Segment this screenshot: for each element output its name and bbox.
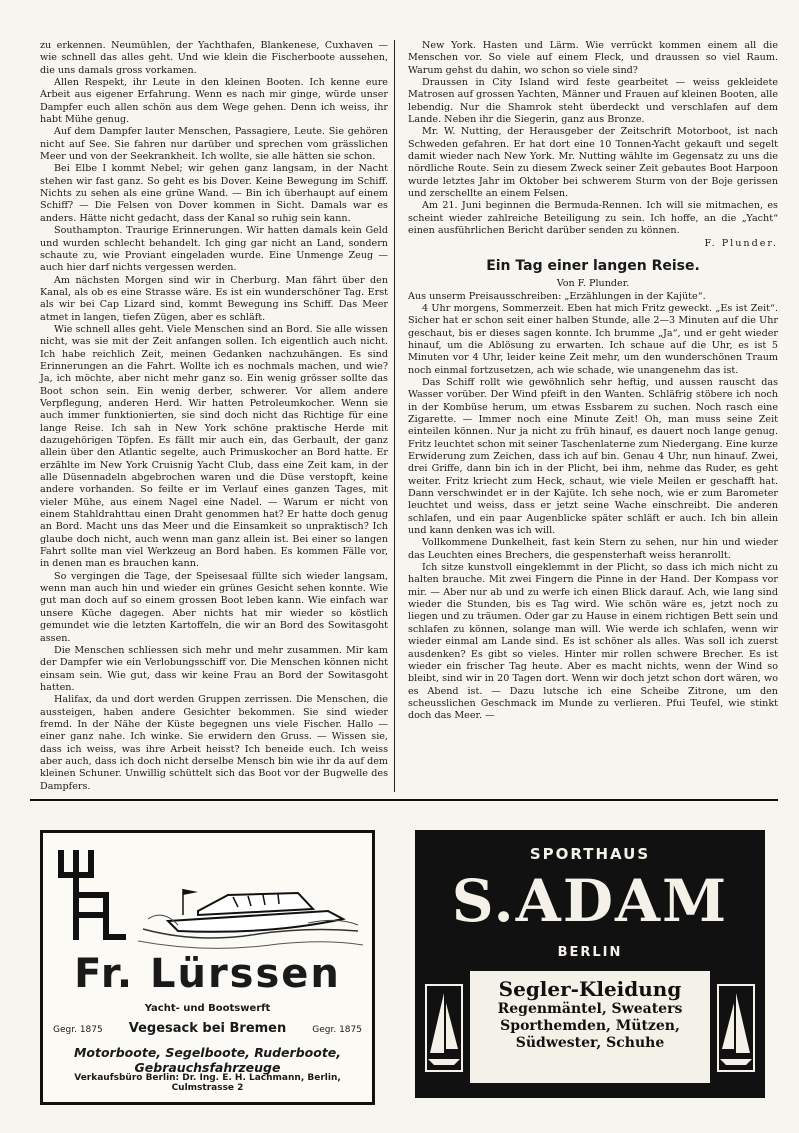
paragraph: zu erkennen. Neumühlen, der Yachthafen, Blankenese, Cuxhaven — wie schnell das alles geht. Und wie klein die Fischerboote aussehen, die uns damals gross vorkamen. — [40, 40, 388, 76]
product-line: Südwester, Schuhe — [515, 1035, 665, 1051]
paragraph: Draussen in City Island wird feste gearbeitet — weiss gekleidete Matrosen auf grossen Yachten, Männer und Frauen auf kleinen Booten, alle lebendig. Nur die Shamrok steht überdeckt und verschlafen auf dem Lande. Neben ihr die Siegerin, ganz aus Bronze. — [408, 77, 778, 126]
article-title: Ein Tag einer langen Reise. — [486, 257, 700, 274]
product-line: Sporthemden, Mützen, — [500, 1018, 680, 1034]
paragraph: Mr. W. Nutting, der Herausgeber der Zeitschrift Motorboot, ist nach Schweden gefahren. Er hat dort eine 10 Tonnen-Yacht gekauft und segelt damit wieder nach New York. Mr. Nutting wählte im Gegensatz zu uns die nördliche Route. Sein zu diesem Zweck seiner Zeit gebautes Boot Harpoon wurde letztes Jahr im Oktober bei schwerem Sturm von der Boje gerissen und zerschellte an einem Felsen. — [408, 126, 778, 200]
ad-sadam — [415, 830, 765, 1098]
paragraph: Wie schnell alles geht. Viele Menschen sind an Bord. Sie alle wissen nicht, was sie mit der Zeit anfangen sollen. Ich eigentlich auch nicht. Ich habe reichlich Zeit, meinen Gedanken nachzuhängen. Es sind Erinnerungen an die Fahrt. Wollte ich es nochmals machen, und wie? Ja, ich möchte, aber nicht mehr ganz so. Ein wenig grösser sollte das Boot schon sein. Ein wenig derber, schwerer. Vor allem andere Verpflegung, anderen Herd. Wir hatten Petroleumkocher. Wenn sie auch immer funktionierten, sie sind doch nicht das Richtige für eine lange Reise. Ich sah in New York schöne praktische Herde mit dazugehörigen Töpfen. Es fällt mir auch ein, das Gerbault, der ganz allein über den Atlantic segelte, auch Primuskocher an Bord hatte. Er erzählte im New York Cruisnig Yacht Club, dass eine Zeit kam, in der alle Düsennadeln abgebrochen waren und die Düse verstopft, keine andere vorhanden. So feilte er im Verlauf eines ganzen Tages, mit vieler Mühe, aus einem Nagel eine Nadel. — Warum er nicht von einem Stahldrahttau einen Draht genommen hat? Er hatte doch genug an Bord. Macht uns das Meer und die Einsamkeit so unpraktisch? Ich glaube doch nicht, auch wenn man ganz allein ist. Bei einer so langen Fahrt sollte man viel Werkzeug an Bord haben. Es kommen Fälle vor, in denen man es brauchen kann. — [40, 323, 388, 570]
store-name: S.ADAM — [451, 867, 729, 935]
founding-row — [53, 1021, 362, 1036]
paragraph: Das Schiff rollt wie gewöhnlich sehr heftig, und aussen rauscht das Wasser vorüber. Der Wind pfeift in den Wanten. Schläfrig stöbere ich noch in der Kombüse herum, um etwas Essbarem zu suchen. Noch rasch eine Zigarette. — Immer noch eine Minute Zeit! Oh, man muss seine Zeit einteilen können. Nur ja nicht zu früh hinauf, es dauert noch lange genug. Fritz leuchtet schon mit seiner Taschenlaterne zum Niedergang. Eine kurze Erwiderung zum Zeichen, dass ich auf bin. Genau 4 Uhr, nun hinauf. Zwei, drei Griffe, dann bin ich in der Plicht, bei ihm, nehme das Ruder, es geht weiter. Fritz kriecht zum Heck, schaut, wie viele Meilen er geschafft hat. Dann verschwindet er in der Kajüte. Ich sehe noch, wie er zum Barometer leuchtet und weiss, dass er jetzt seine Wache einschreibt. Die anderen schlafen, und ein paar Augenblicke später schläft er auch. Ich bin allein und kann denken was ich will. — [408, 376, 778, 537]
founded-right: Gegr. 1875 — [312, 1025, 362, 1035]
paragraph: Bei Elbe I kommt Nebel; wir gehen ganz langsam, in der Nacht stehen wir fast ganz. So geht es bis Dover. Keine Bewegung im Schiff. Nichts zu sehen als eine grüne Wand. — Bin ich überhaupt auf einem Schiff? — Die Felsen von Dover kommen in Sicht. Damals war es anders. Hätte nicht gedacht, dass der Kanal so ruhig sein kann. — [40, 163, 388, 224]
ads-divider — [30, 799, 778, 801]
paragraph: Southampton. Traurige Erinnerungen. Wir hatten damals kein Geld und wurden schlecht behandelt. Ich ging gar nicht an Land, sondern schaute zu, wie Proviant eingeladen wurde. Eine Unmenge Zeug — auch hier darf nichts vergessen werden. — [40, 225, 388, 274]
paragraph: Am 21. Juni beginnen die Bermuda-Rennen. Ich will sie mitmachen, es scheint wieder zahlreiche Beteiligung zu sein. Ich hoffe, an die „Yacht“ einen ausführlichen Bericht darüber senden zu können. — [408, 200, 778, 237]
column-divider — [394, 40, 395, 792]
paragraph: Auf dem Dampfer lauter Menschen, Passagiere, Leute. Sie gehören nicht auf See. Sie fahren nur darüber und sprechen vom grässlichen Meer und von der Seekrankheit. Ich wollte, sie alle hätten sie schon. — [40, 126, 388, 163]
sales-office: Verkaufsbüro Berlin: Dr. Ing. E. H. Lachmann, Berlin, Culmstrasse 2 — [74, 1073, 341, 1093]
left-column — [40, 40, 388, 793]
paragraph: Halifax, da und dort werden Gruppen zerrissen. Die Menschen, die aussteigen, haben andere Gesichter bekommen. Sie sind wieder fremd. In der Nähe der Küste begegnen uns viele Fischer. Hallo — einer ganz nahe. Ich winke. Sie erwidern den Gruss. — Wissen sie, dass ich weiss, was ihre Arbeit heisst? Ich beneide euch. Ich weiss aber auch, dass ich doch nicht derselbe Mensch bin wie ihr da auf dem kleinen Schuner. Unwillig schüttelt sich das Boot vor der Bugwelle des Dampfers. — [40, 694, 388, 792]
company-city: Vegesack bei Bremen — [128, 1021, 287, 1036]
founded-left: Gegr. 1875 — [53, 1025, 103, 1035]
right-column — [408, 40, 778, 723]
product-list: Motorboote, Segelboote, Ruderboote, Gebrauchsfahrzeuge — [73, 1045, 342, 1075]
paragraph: Ich sitze kunstvoll eingeklemmt in der Plicht, so dass ich mich nicht zu halten brauche. Mit zwei Fingern die Pinne in der Hand. Der Kompass vor mir. — Aber nur ab und zu werfe ich einen Blick darauf. Ach, wie lang sind wieder die Stunden, bis es Tag wird. Wie schön wäre es, jetzt noch zu liegen und zu träumen. Oder gar zu Hause in einem richtigen Bett sein und schlafen zu können, solange man will. Wie werde ich schlafen, wenn wir wieder einmal am Lande sind. Es ist schöner als alles. Was soll ich zuerst ausdenken? Es gibt so vieles. Hinter mir rollen schwere Brecher. Es ist wieder ein frischer Tag heute. Aber es macht nichts, wenn der Wind so bleibt, sind wir in 20 Tagen dort. Wenn wir doch jetzt schon dort wären, wo es Abend ist. — Dazu lutsche ich eine Scheibe Zitrone, um den scheusslichen Geschmack im Munde zu verlieren. Pfui Teufel, wie stinkt doch das Meer. — — [408, 562, 778, 722]
paragraph: Allen Respekt, ihr Leute in den kleinen Booten. Ich kenne eure Arbeit aus eigener Erfahrung. Wenn es nach mir ginge, würde unser Dampfer euch allen schön aus dem Wege gehen. Denn ich weiss, ihr habt Mühe genug. — [40, 77, 388, 126]
article-byline: Von F. Plunder. — [556, 278, 630, 290]
product-box — [470, 971, 710, 1083]
company-subtitle: Yacht- und Bootswerft — [144, 1003, 271, 1014]
company-name: Fr. Lürssen — [74, 951, 341, 997]
paragraph: Am nächsten Morgen sind wir in Cherburg. Man fährt über den Kanal, als ob es eine Strasse wäre. Es ist ein wunderschöner Tag. Erst als wir bei Cap Lizard sind, kommt Bewegung ins Schiff. Das Meer atmet in langen, tiefen Zügen, aber es schläft. — [40, 274, 388, 323]
product-headline: Segler-Kleidung — [498, 977, 682, 1001]
sailboat-emblem-icon — [424, 983, 464, 1073]
paragraph: So vergingen die Tage, der Speisesaal füllte sich wieder langsam, wenn man auch hin und wieder ein grünes Gesicht sehen konnte. Wie gut man doch auf so einem grossen Boot leben kann. Wie einfach war unsere Küche dagegen. Aber nichts hat mir wieder so köstlich gemundet wie die letzten Kartoffeln, die wir an Bord des Sowitasgoht assen. — [40, 570, 388, 644]
sailboat-emblem-icon — [716, 983, 756, 1073]
store-type: SPORTHAUS — [529, 845, 651, 863]
paragraph: Vollkommene Dunkelheit, fast kein Stern zu sehen, nur hin und wieder das Leuchten eines Brechers, die gespensterhaft weiss heranrollt. — [408, 537, 778, 561]
trident-logo-icon — [51, 845, 131, 945]
store-city: BERLIN — [557, 945, 623, 960]
ad-luerssen — [40, 830, 375, 1105]
author-signature: F. Plunder. — [704, 237, 778, 249]
article-intro: Aus unserm Preisausschreiben: „Erzählungen in der Kajüte“. — [408, 290, 706, 302]
motorboat-illustration-icon — [138, 849, 363, 959]
product-line: Regenmäntel, Sweaters — [497, 1001, 683, 1017]
paragraph: New York. Hasten und Lärm. Wie verrückt kommen einem all die Menschen vor. So viele auf einem Fleck, und draussen so viel Raum. Warum gehst du dahin, wo schon so viele sind? — [408, 40, 778, 76]
paragraph: 4 Uhr morgens, Sommerzeit. Eben hat mich Fritz geweckt. „Es ist Zeit“. Sicher hat er schon seit einer halben Stunde, alle 2—3 Minuten auf die Uhr geschaut, bis er dieses sagen konnte. Ich brumme „Ja“, und er geht wieder hinauf, um die Ablösung zu erwarten. Ich schaue auf die Uhr, es ist 5 Minuten vor 4 Uhr, leider keine Zeit mehr, um den wunderschönen Traum noch einmal fortzusetzen, ach wie schade, wie unangenehm das ist. — [408, 302, 778, 376]
paragraph: Die Menschen schliessen sich mehr und mehr zusammen. Mir kam der Dampfer wie ein Verlobungsschiff vor. Die Menschen können nicht einsam sein. Wie gut, dass wir keine Frau an Bord der Sowitasgoht hatten. — [40, 644, 388, 693]
